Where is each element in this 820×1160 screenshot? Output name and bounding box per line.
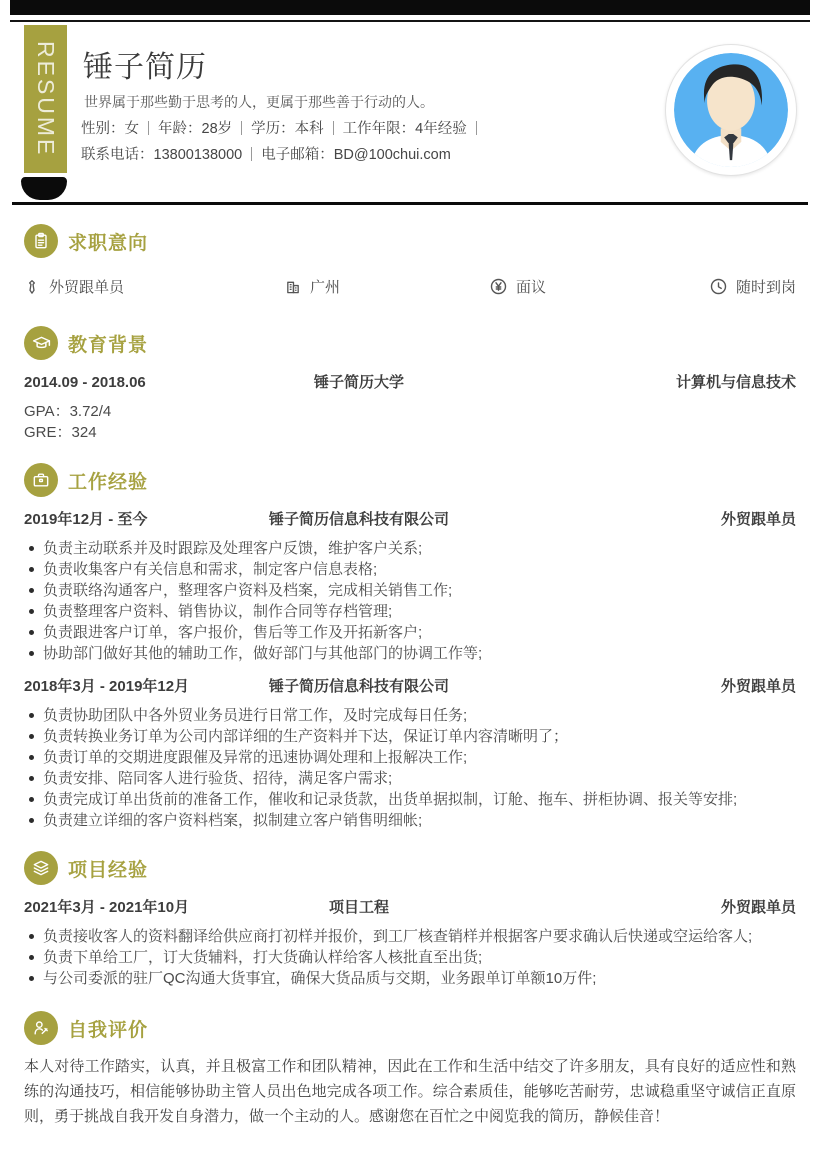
section-job-intent (24, 224, 796, 297)
section-title: 教育背景 (68, 334, 149, 356)
basic-info (81, 116, 486, 168)
job-company: 锤子简历信息科技有限公司 (268, 678, 449, 695)
education-gpa: GPA：3.72/4 (24, 403, 112, 420)
bullet: 负责整理客户资料、销售协议，制作合同等存档管理; (24, 601, 796, 622)
intent-salary-label: 面议 (516, 279, 547, 296)
ribbon-tail (21, 177, 67, 200)
basic-info-row-1 (81, 116, 486, 142)
section-header (24, 224, 796, 258)
section-work (24, 463, 796, 831)
yuan-icon (490, 278, 507, 295)
divider (148, 121, 149, 135)
divider (241, 121, 242, 135)
self-evaluation-text: 本人对待工作踏实，认真，并且极富工作和团队精神，因此在工作和生活中结交了许多朋友，具有良好的适应性和熟练的沟通技巧，相信能够协助主管人员出色地完成各项工作。综合素质佳，能够吃苦耐劳，忠诚稳重坚守诚信正直原则，勇于挑战自我开发自身潜力，做一个主动的人。感谢您在百忙之中阅览我的简历，静候佳音！ (24, 1058, 796, 1125)
bullet: 与公司委派的驻厂QC沟通大货事宜，确保大货品质与交期，业务跟单订单额10万件; (24, 968, 796, 989)
bullet: 负责安排、陪同客人进行验货、招待，满足客户需求; (24, 768, 796, 789)
project-row (24, 898, 796, 917)
project-role: 外贸跟单员 (720, 899, 796, 916)
intent-availability-label: 随时到岗 (736, 279, 797, 296)
education-row (24, 373, 796, 392)
education-school: 锤子简历大学 (313, 374, 404, 391)
age: 年龄：28岁 (158, 121, 233, 137)
bullet: 负责完成订单出货前的准备工作，催收和记录货款，出货单据拟制，订舱、拖车、拼柜协调、报关等安排; (24, 789, 796, 810)
gender: 性别：女 (81, 121, 139, 137)
intent-city-label: 广州 (310, 279, 341, 296)
briefcase-icon (24, 463, 58, 497)
bullet: 负责转换业务订单为公司内部详细的生产资料并下达，保证订单内容清晰明了； (24, 726, 796, 747)
job-role: 外贸跟单员 (720, 678, 796, 695)
project-period: 2021年3月 - 2021年10月 (24, 899, 190, 916)
intent-availability (710, 276, 796, 297)
section-header (24, 463, 796, 497)
intent-position-label: 外贸跟单员 (49, 279, 125, 296)
job-period: 2018年3月 - 2019年12月 (24, 678, 190, 695)
years-of-experience: 工作年限：4年经验 (342, 121, 467, 137)
clipboard-icon (24, 224, 58, 258)
job-bullets (24, 538, 796, 664)
section-self-evaluation (24, 1011, 796, 1129)
bullet: 负责主动联系并及时跟踪及处理客户反馈，维护客户关系; (24, 538, 796, 559)
education-gre: GRE：324 (24, 424, 97, 441)
top-thin-rule (10, 20, 810, 22)
section-header (24, 851, 796, 885)
job-entry (24, 510, 796, 664)
tie-icon (24, 279, 40, 295)
avatar-illustration (674, 53, 788, 167)
section-education (24, 326, 796, 443)
intent-city (285, 276, 490, 297)
candidate-name: 锤子简历 (83, 51, 207, 84)
job-role: 外贸跟单员 (720, 511, 796, 528)
divider (333, 121, 334, 135)
project-name: 项目工程 (328, 899, 389, 916)
section-header (24, 1011, 796, 1045)
job-row (24, 510, 796, 529)
graduation-cap-icon (24, 326, 58, 360)
bullet: 协助部门做好其他的辅助工作，做好部门与其他部门的协调工作等; (24, 643, 796, 664)
divider (251, 147, 252, 161)
job-bullets (24, 705, 796, 831)
clock-icon (710, 278, 727, 295)
degree: 学历：本科 (251, 121, 324, 137)
project-bullets (24, 926, 796, 989)
motto: 世界属于那些勤于思考的人，更属于那些善于行动的人。 (84, 94, 434, 110)
divider (476, 121, 477, 135)
education-major: 计算机与信息技术 (675, 374, 796, 391)
bullet: 负责联络沟通客户，整理客户资料及档案，完成相关销售工作; (24, 580, 796, 601)
resume-ribbon: RESUME (24, 25, 67, 173)
person-edit-icon (24, 1011, 58, 1045)
intent-salary (490, 276, 710, 297)
email: 电子邮箱：BD@100chui.com (261, 147, 451, 163)
bullet: 负责订单的交期进度跟催及异常的迅速协调处理和上报解决工作; (24, 747, 796, 768)
bullet: 负责协助团队中各外贸业务员进行日常工作，及时完成每日任务; (24, 705, 796, 726)
section-header (24, 326, 796, 360)
section-title: 项目经验 (68, 859, 149, 881)
basic-info-row-2 (81, 142, 486, 168)
bullet: 负责接收客人的资料翻译给供应商打初样并报价，到工厂核查销样并根据客户要求确认后快递或空运给客人; (24, 926, 796, 947)
bullet: 负责收集客户有关信息和需求，制定客户信息表格; (24, 559, 796, 580)
top-black-bar (10, 0, 810, 15)
job-company: 锤子简历信息科技有限公司 (268, 511, 449, 528)
building-icon (285, 279, 301, 295)
avatar (665, 44, 797, 176)
header-separator (12, 202, 808, 205)
section-title: 自我评价 (68, 1019, 149, 1041)
bullet: 负责建立详细的客户资料档案，拟制建立客户销售明细帐; (24, 810, 796, 831)
layers-icon (24, 851, 58, 885)
intent-position (24, 276, 285, 297)
bullet: 负责下单给工厂，订大货辅料，打大货确认样给客人核批直至出货; (24, 947, 796, 968)
section-title: 工作经验 (68, 471, 149, 493)
job-entry (24, 677, 796, 831)
section-project (24, 851, 796, 989)
intent-row (24, 276, 796, 297)
section-title: 求职意向 (68, 232, 149, 254)
phone: 联系电话：13800138000 (81, 147, 243, 163)
education-period: 2014.09 - 2018.06 (24, 374, 146, 391)
bullet: 负责跟进客户订单，客户报价，售后等工作及开拓新客户; (24, 622, 796, 643)
job-period: 2019年12月 - 至今 (24, 511, 148, 528)
job-row (24, 677, 796, 696)
